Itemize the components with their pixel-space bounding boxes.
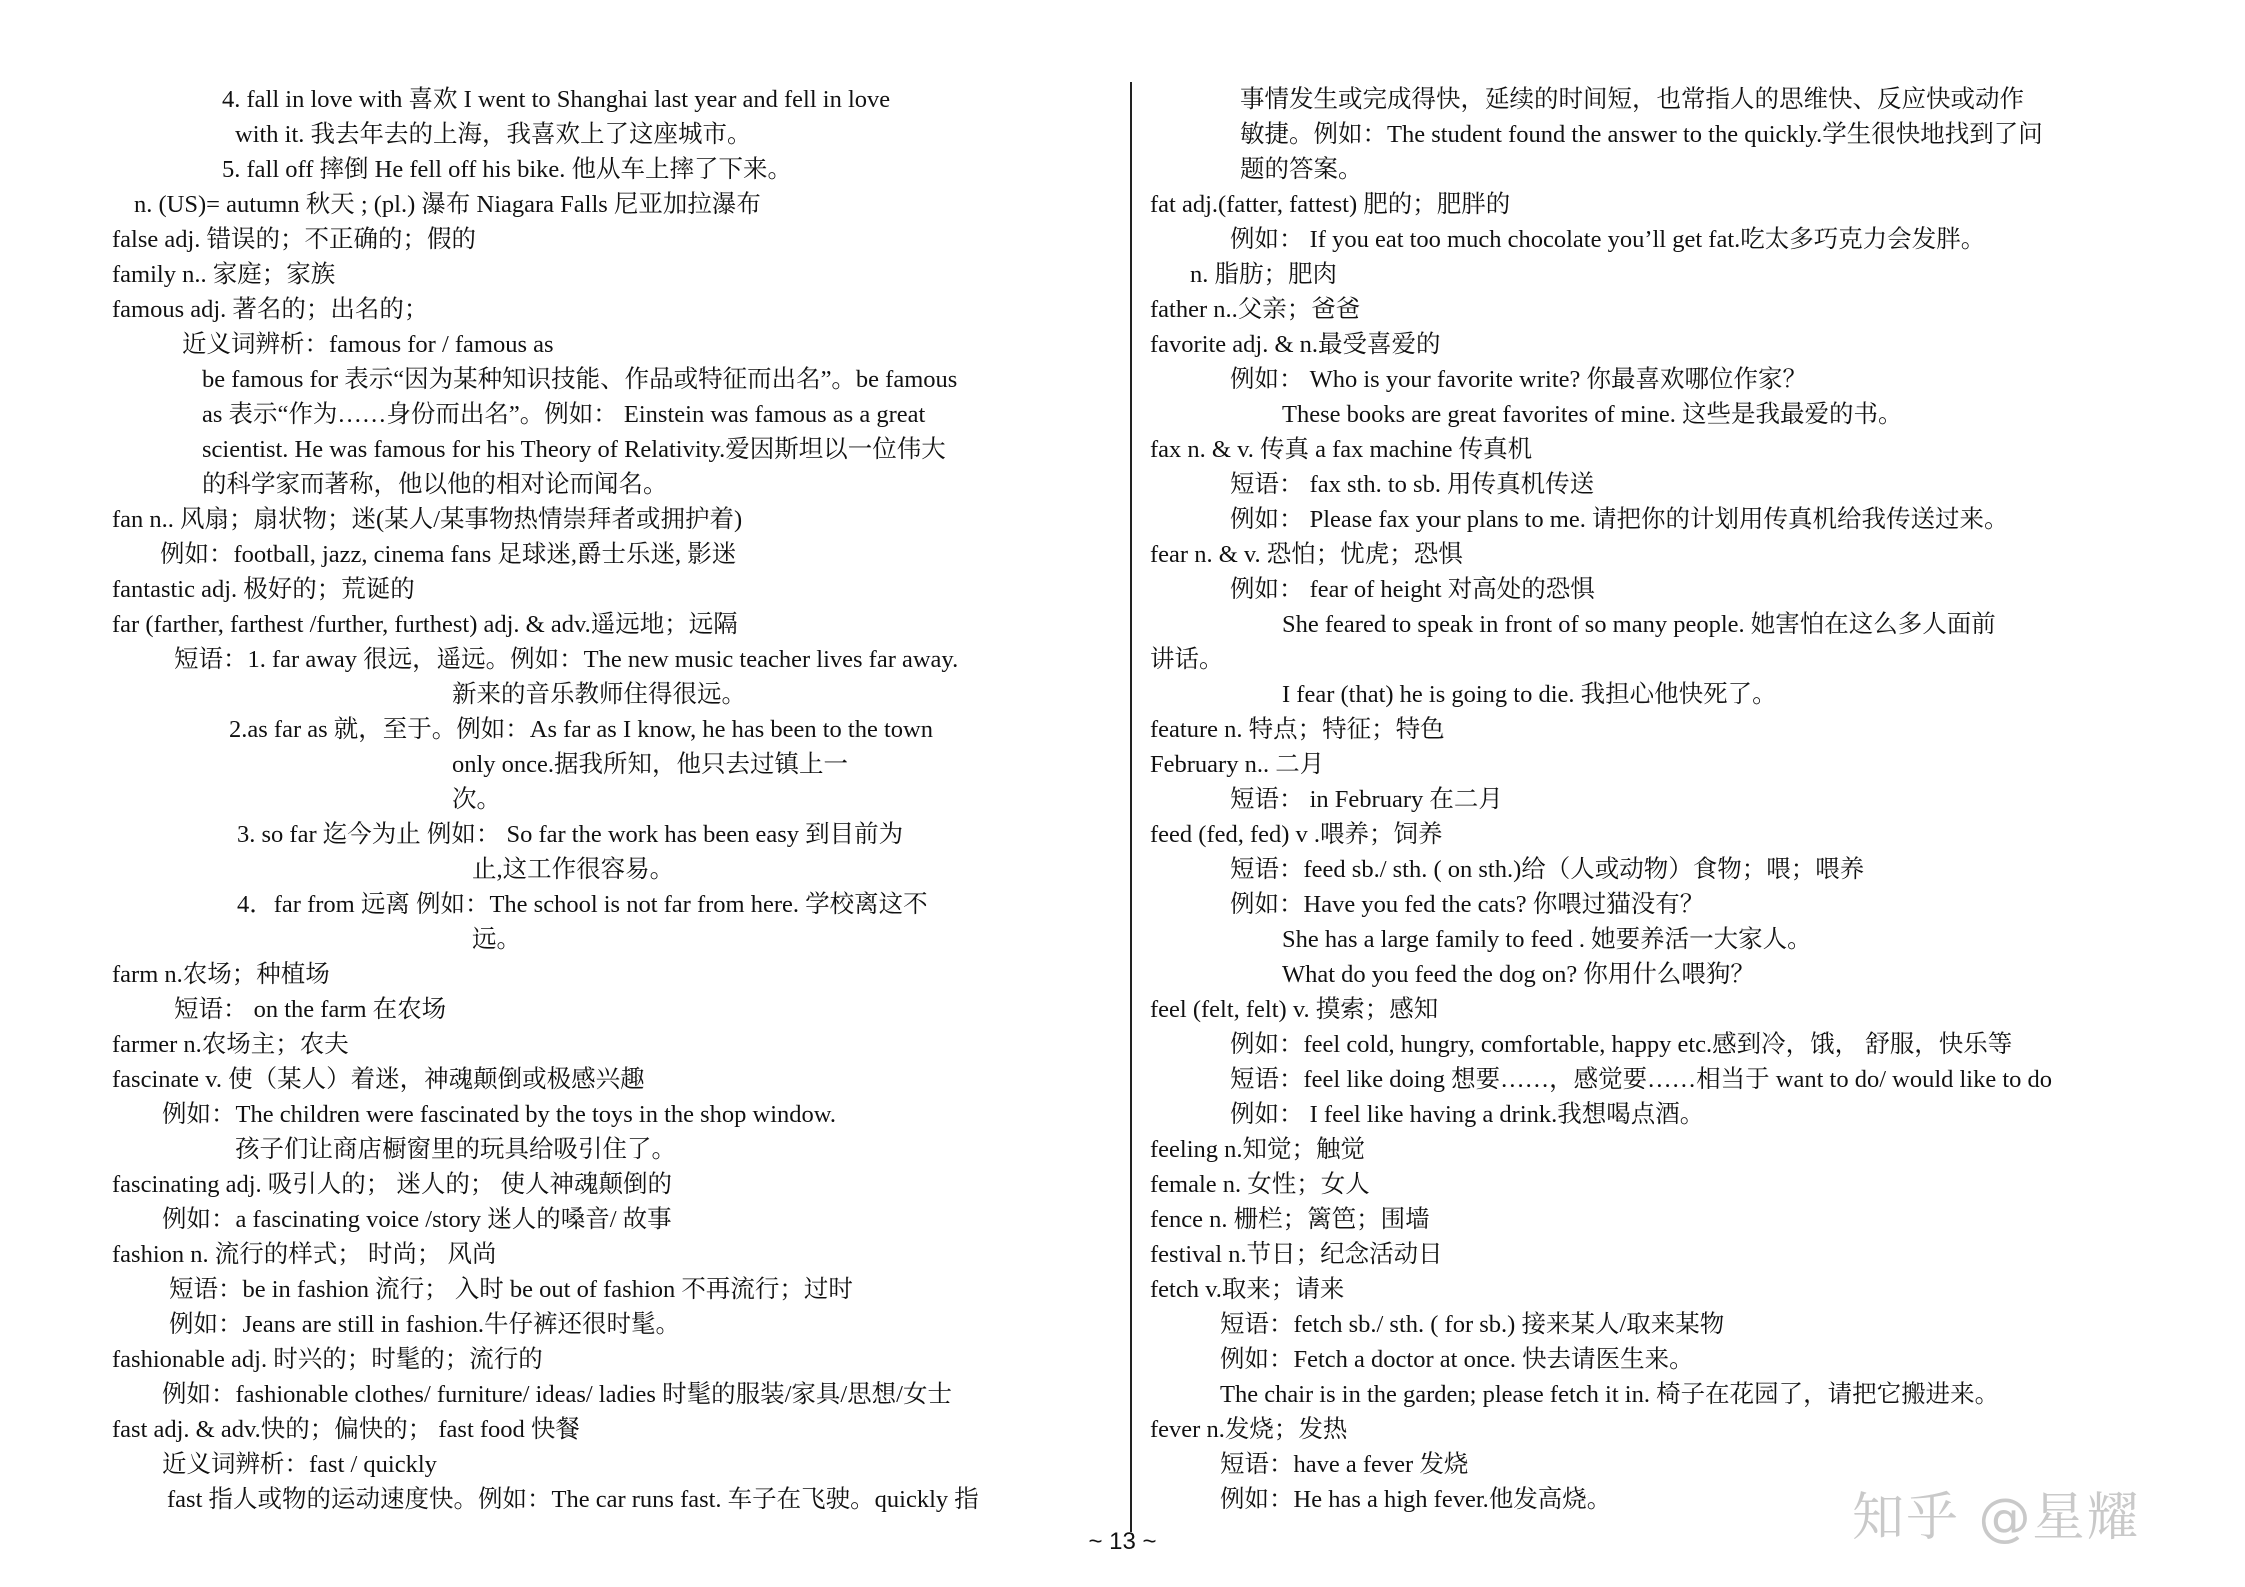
right-column-line: 例如： Who is your favorite write? 你最喜欢哪位作家？ <box>1230 366 1808 393</box>
left-column-line: 例如：fashionable clothes/ furniture/ ideas/ ladies 时髦的服装/家具/思想/女士 <box>162 1381 952 1408</box>
left-column-line: family n.. 家庭；家族 <box>112 261 336 288</box>
left-column-line: fast adj. & adv.快的；偏快的； fast food 快餐 <box>112 1416 580 1443</box>
left-column-line: farmer n.农场主；农夫 <box>112 1031 349 1058</box>
left-column-line: 5. fall off 摔倒 He fell off his bike. 他从车上摔了下来。 <box>222 156 793 183</box>
right-column-line: These books are great favorites of mine. 这些是我最爱的书。 <box>1282 401 1903 428</box>
right-column-line: She feared to speak in front of so many people. 她害怕在这么多人面前 <box>1282 611 1996 638</box>
right-column-line: February n.. 二月 <box>1150 751 1325 778</box>
left-column-line: 例如：The children were fascinated by the toys in the shop window. <box>162 1101 837 1128</box>
right-column-line: 例如： Please fax your plans to me. 请把你的计划用传真机给我传送过来。 <box>1230 506 2009 533</box>
page-number: ~ 13 ~ <box>1088 1528 1157 1555</box>
left-column-line: fashionable adj. 时兴的；时髦的；流行的 <box>112 1346 543 1373</box>
left-column-line: 4. fall in love with 喜欢 I went to Shanghai last year and fell in love <box>222 86 891 113</box>
left-column-line: 次。 <box>452 786 501 813</box>
right-column-line: 短语： in February 在二月 <box>1230 786 1503 813</box>
right-column-line: 例如： If you eat too much chocolate you’ll get fat.吃太多巧克力会发胖。 <box>1230 226 1986 253</box>
left-column-line: be famous for 表示“因为某种知识技能、作品或特征而出名”。be famous <box>202 366 958 393</box>
right-column-line: feature n. 特点；特征；特色 <box>1150 716 1445 743</box>
right-column-line: favorite adj. & n.最受喜爱的 <box>1150 331 1441 358</box>
right-column-line: 敏捷。例如：The student found the answer to the quickly.学生很快地找到了问 <box>1240 121 2043 148</box>
left-column-line: farm n.农场；种植场 <box>112 961 330 988</box>
left-column-line: 短语： on the farm 在农场 <box>174 996 447 1023</box>
right-column-line: fetch v.取来；请来 <box>1150 1276 1345 1303</box>
left-column-line: 例如：football, jazz, cinema fans 足球迷,爵士乐迷, 影迷 <box>160 541 737 568</box>
left-column-line: 止,这工作很容易。 <box>472 856 675 883</box>
right-column-line: 讲话。 <box>1150 646 1224 673</box>
right-column-line: The chair is in the garden; please fetch it in. 椅子在花园了，请把它搬进来。 <box>1220 1381 2000 1408</box>
right-column-line: 短语： fax sth. to sb. 用传真机传送 <box>1230 471 1595 498</box>
left-column-line: only once.据我所知，他只去过镇上一 <box>452 751 849 778</box>
right-column-line: 例如： fear of height 对高处的恐惧 <box>1230 576 1595 603</box>
left-column-line: 短语：be in fashion 流行； 入时 be out of fashion 不再流行；过时 <box>169 1276 853 1303</box>
left-column-line: 近义词辨析：fast / quickly <box>162 1451 437 1478</box>
right-column-line: She has a large family to feed . 她要养活一大家人。 <box>1282 926 1812 953</box>
watermark: 知乎 @星耀 <box>1852 1488 2141 1548</box>
left-column-line: fast 指人或物的运动速度快。例如：The car runs fast. 车子在飞驶。quickly 指 <box>167 1486 979 1513</box>
left-column-line: false adj. 错误的；不正确的；假的 <box>112 226 477 253</box>
left-column-line: n. (US)= autumn 秋天 ; (pl.) 瀑布 Niagara Falls 尼亚加拉瀑布 <box>134 191 761 218</box>
left-column-line: far (farther, farthest /further, furthest) adj. & adv.遥远地；远隔 <box>112 611 738 638</box>
left-column-line: fan n.. 风扇；扇状物；迷(某人/某事物热情崇拜者或拥护着) <box>112 506 743 533</box>
right-column-line: feel (felt, felt) v. 摸索；感知 <box>1150 996 1439 1023</box>
left-column-line: 3. so far 迄今为止 例如： So far the work has been easy 到目前为 <box>237 821 904 848</box>
left-column-line: 新来的音乐教师住得很远。 <box>452 681 746 708</box>
left-column-line: 短语：1. far away 很远，遥远。例如：The new music teacher lives far away. <box>174 646 959 673</box>
right-column-line: feeling n.知觉；触觉 <box>1150 1136 1366 1163</box>
right-column-line: 例如：Fetch a doctor at once. 快去请医生来。 <box>1220 1346 1694 1373</box>
right-column-line: 例如： I feel like having a drink.我想喝点酒。 <box>1230 1101 1705 1128</box>
left-column-line: 例如：a fascinating voice /story 迷人的嗓音/ 故事 <box>162 1206 672 1233</box>
right-column-line: What do you feed the dog on? 你用什么喂狗？ <box>1282 961 1755 988</box>
right-column-line: 短语：have a fever 发烧 <box>1220 1451 1469 1478</box>
right-column-line: fat adj.(fatter, fattest) 肥的；肥胖的 <box>1150 191 1511 218</box>
left-column-line: 例如：Jeans are still in fashion.牛仔裤还很时髦。 <box>169 1311 681 1338</box>
right-column-line: father n..父亲；爸爸 <box>1150 296 1361 323</box>
right-column-line: 例如：Have you fed the cats? 你喂过猫没有？ <box>1230 891 1705 918</box>
right-column-line: feed (fed, fed) v .喂养；饲养 <box>1150 821 1443 848</box>
left-column-line: 4．far from 远离 例如：The school is not far from here. 学校离这不 <box>237 891 928 918</box>
right-column-line: fence n. 栅栏；篱笆；围墙 <box>1150 1206 1430 1233</box>
right-column-line: fear n. & v. 恐怕；忧虎；恐惧 <box>1150 541 1463 568</box>
left-column-line: fascinating adj. 吸引人的； 迷人的； 使人神魂颠倒的 <box>112 1171 673 1198</box>
right-column-line: female n. 女性；女人 <box>1150 1171 1370 1198</box>
left-column-line: with it. 我去年去的上海，我喜欢上了这座城市。 <box>235 121 752 148</box>
right-column-line: fax n. & v. 传真 a fax machine 传真机 <box>1150 436 1533 463</box>
left-column-line: 的科学家而著称，他以他的相对论而闻名。 <box>202 471 668 498</box>
right-column-line: I fear (that) he is going to die. 我担心他快死了。 <box>1282 681 1777 708</box>
left-column-line: 近义词辨析：famous for / famous as <box>182 331 554 358</box>
left-column-line: 孩子们让商店橱窗里的玩具给吸引住了。 <box>235 1136 676 1163</box>
right-column-line: n. 脂肪；肥肉 <box>1190 261 1337 288</box>
left-column-line: as 表示“作为……身份而出名”。例如： Einstein was famous as a great <box>202 401 926 428</box>
right-column-line: festival n.节日；纪念活动日 <box>1150 1241 1443 1268</box>
left-column-line: fascinate v. 使（某人）着迷，神魂颠倒或极感兴趣 <box>112 1066 645 1093</box>
right-column-line: 短语：feed sb./ sth. ( on sth.)给（人或动物）食物；喂；喂养 <box>1230 856 1865 883</box>
right-column-line: 短语：feel like doing 想要……，感觉要……相当于 want to do/ would like to do <box>1230 1066 2053 1093</box>
left-column-line: fashion n. 流行的样式； 时尚； 风尚 <box>112 1241 497 1268</box>
left-column-line: 2.as far as 就，至于。例如：As far as I know, he has been to the town <box>229 716 933 743</box>
left-column-line: famous adj. 著名的；出名的； <box>112 296 429 323</box>
left-column-line: scientist. He was famous for his Theory of Relativity.爱因斯坦以一位伟大 <box>202 436 946 463</box>
left-column-line: 远。 <box>472 926 521 953</box>
right-column-line: 例如：He has a high fever.他发高烧。 <box>1220 1486 1612 1513</box>
right-column-line: 事情发生或完成得快，延续的时间短，也常指人的思维快、反应快或动作 <box>1240 86 2024 113</box>
right-column-line: 短语：fetch sb./ sth. ( for sb.) 接来某人/取来某物 <box>1220 1311 1725 1338</box>
column-divider <box>1130 82 1132 1532</box>
left-column-line: fantastic adj. 极好的；荒诞的 <box>112 576 415 603</box>
right-column-line: 题的答案。 <box>1240 156 1363 183</box>
right-column-line: fever n.发烧；发热 <box>1150 1416 1348 1443</box>
right-column-line: 例如：feel cold, hungry, comfortable, happy etc.感到冷，饿， 舒服，快乐等 <box>1230 1031 2013 1058</box>
